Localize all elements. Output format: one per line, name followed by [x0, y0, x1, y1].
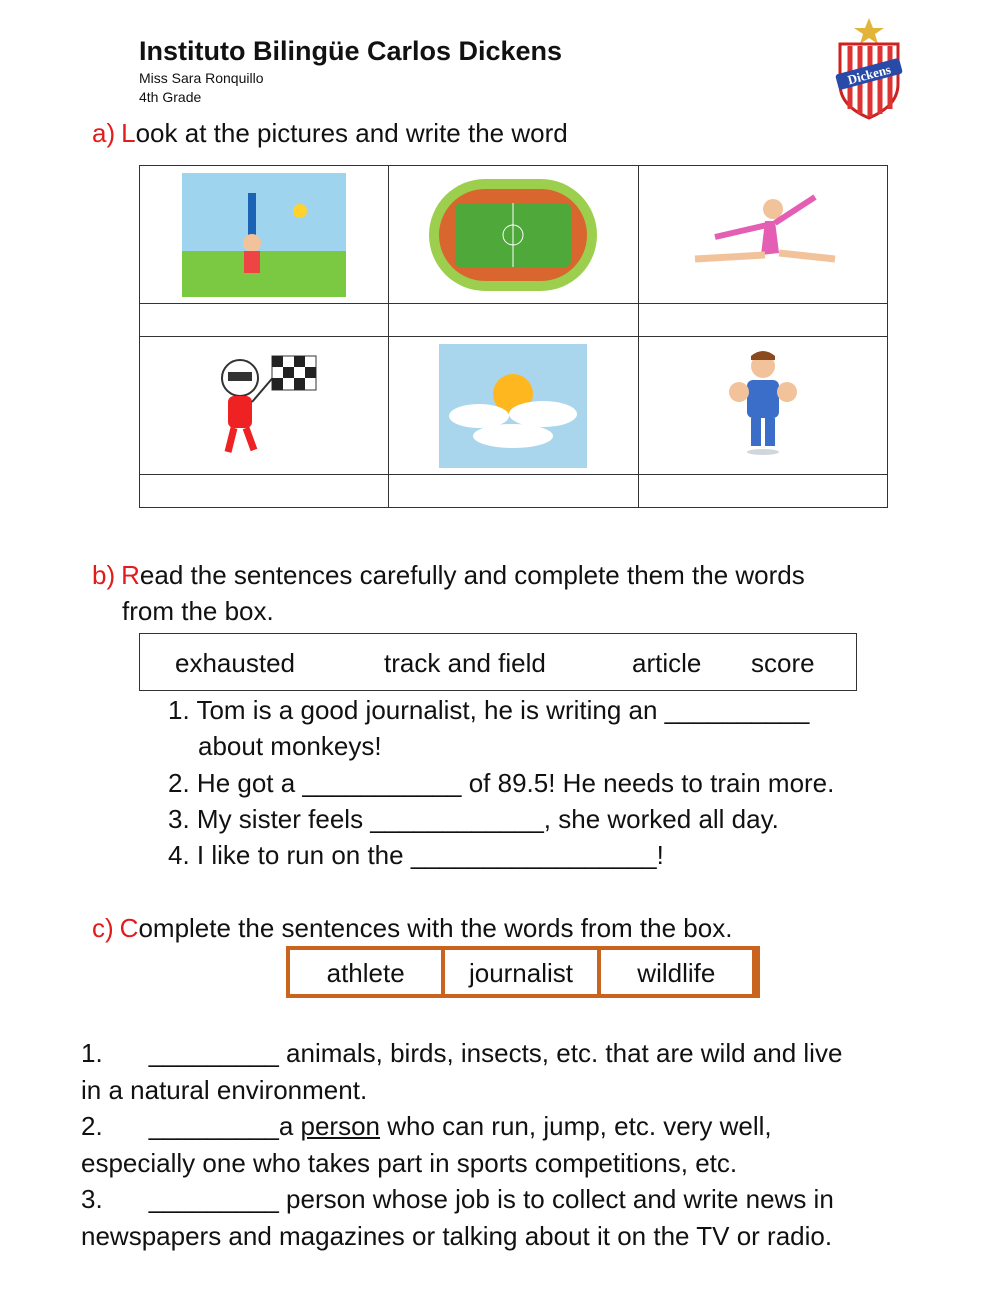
- sun-clouds-image: [439, 344, 587, 468]
- word: track and field: [384, 648, 546, 678]
- sentence-3: 3. My sister feels ____________, she worked all day.: [168, 804, 779, 834]
- word: exhausted: [175, 648, 295, 678]
- picture-table: [139, 165, 888, 508]
- answer-cell[interactable]: [389, 304, 638, 337]
- answer-cell[interactable]: [638, 304, 887, 337]
- word: article: [632, 648, 702, 678]
- picture-cell: [140, 166, 389, 304]
- section-c-title: c) Complete the sentences with the words from the box.: [92, 913, 733, 943]
- grade-label: 4th Grade: [139, 89, 202, 105]
- school-name: Instituto Bilingüe Carlos Dickens: [139, 36, 563, 66]
- word-box-b: [139, 633, 857, 691]
- school-logo: [828, 14, 910, 122]
- picture-cell: [389, 337, 638, 475]
- word-box-c: [286, 946, 760, 998]
- definition-1: 1. _________ animals, birds, insects, etc. that are wild and live in a natural environment.: [81, 1038, 843, 1105]
- gymnast-image: [675, 173, 851, 297]
- cartwheel-image: [182, 173, 346, 297]
- definition-2: 2. _________a person who can run, jump, etc. very well, especially one who takes part in sports competitions, etc.: [81, 1111, 772, 1178]
- teacher-name: Miss Sara Ronquillo: [139, 70, 264, 86]
- picture-cell: [638, 166, 887, 304]
- word: athlete: [286, 946, 445, 998]
- logo-text: Dickens: [845, 61, 893, 88]
- section-b-title-line2: from the box.: [122, 596, 274, 626]
- word: journalist: [441, 946, 600, 998]
- picture-cell: [638, 337, 887, 475]
- answer-cell[interactable]: [389, 475, 638, 508]
- sentence-1: 1. Tom is a good journalist, he is writing an __________: [168, 695, 810, 725]
- track-field-image: [425, 173, 601, 297]
- sentence-1-cont: about monkeys!: [198, 731, 382, 761]
- answer-cell[interactable]: [140, 475, 389, 508]
- sentence-4: 4. I like to run on the _________________!: [168, 840, 664, 870]
- section-b-title: b) Read the sentences carefully and complete them the words: [92, 560, 805, 590]
- strongman-image: [675, 344, 851, 468]
- racer-image: [202, 344, 326, 468]
- answer-cell[interactable]: [638, 475, 887, 508]
- sentence-2: 2. He got a ___________ of 89.5! He needs to train more.: [168, 768, 835, 798]
- word: score: [751, 648, 815, 678]
- section-a-title: a) Look at the pictures and write the word: [92, 118, 568, 148]
- picture-cell: [389, 166, 638, 304]
- answer-cell[interactable]: [140, 304, 389, 337]
- definition-3: 3. _________ person whose job is to collect and write news in newspapers and magazines or talking about it on the TV or radio.: [81, 1184, 834, 1251]
- picture-cell: [140, 337, 389, 475]
- word: wildlife: [597, 946, 756, 998]
